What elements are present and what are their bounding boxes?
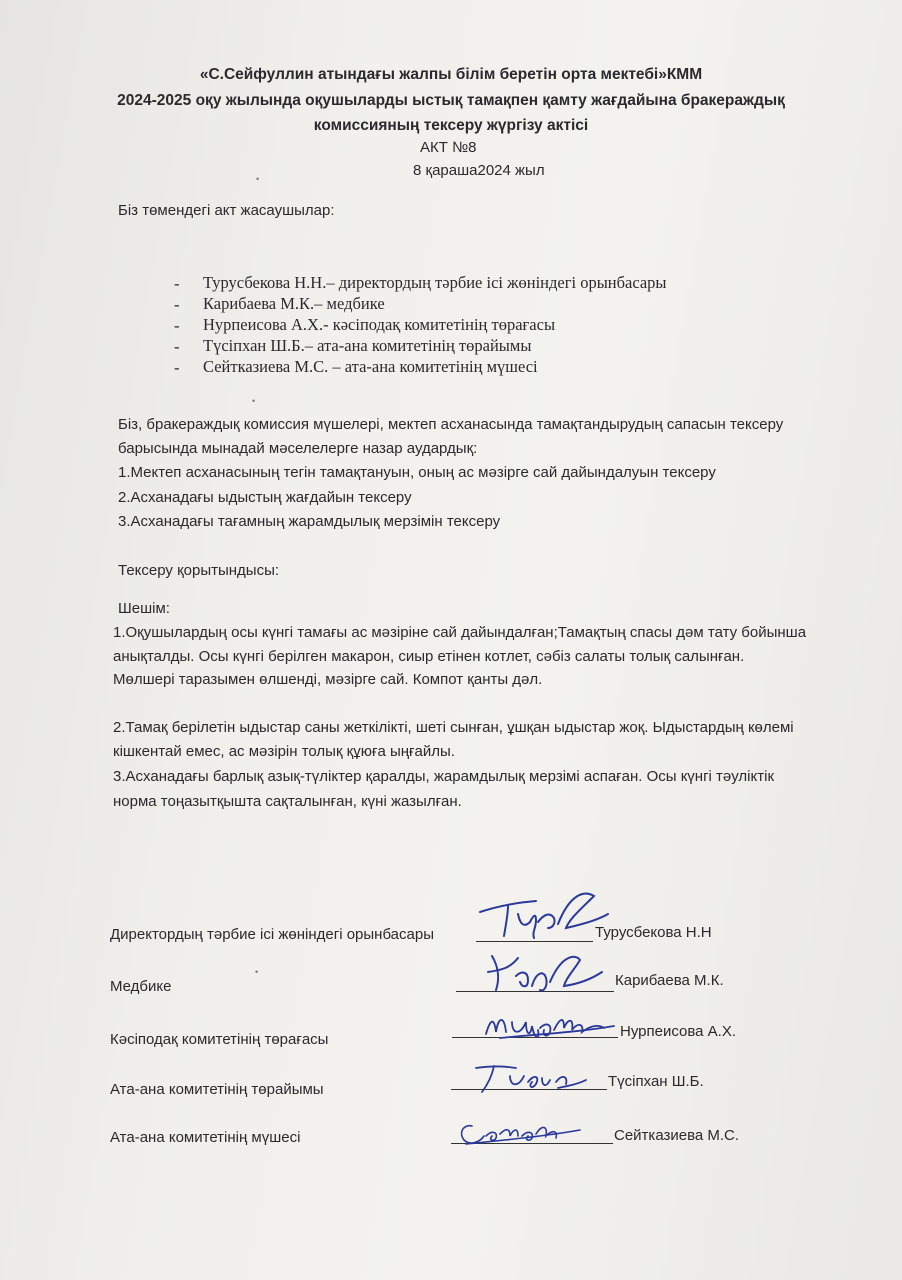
- member-3: Нурпеисова А.Х.- кәсіподақ комитетінің төрағасы: [203, 315, 556, 334]
- school-name: «С.Сейфуллин атындағы жалпы білім беретін орта мектебі»КММ: [199, 66, 703, 83]
- signature-role-5: Ата-ана комитетінің мүшесі: [110, 1129, 301, 1146]
- paper-speck: •: [255, 967, 259, 977]
- signer-name-1: Турусбекова Н.Н: [595, 924, 712, 941]
- list-dash: -: [174, 295, 180, 314]
- act-date: 8 қараша2024 жыл: [413, 162, 545, 179]
- act-subject: 2024-2025 оқу жылында оқушыларды ыстық тамақпен қамту жағдайына бракераждық: [117, 92, 785, 109]
- decision-line-1: 1.Оқушылардың осы күнгі тамағы ас мәзіріне сай дайындалған;Тамақтың спасы дәм тату бойынша: [113, 624, 807, 641]
- decision-line-5: кішкентай емес, ас мәзірін толық құюға ыңғайлы.: [113, 743, 455, 760]
- paper-speck: •: [252, 396, 256, 406]
- handwritten-signature-1: [474, 884, 614, 944]
- signature-role-3: Кәсіподақ комитетінің төрағасы: [110, 1031, 329, 1048]
- signer-name-3: Нурпеисова А.Х.: [620, 1023, 737, 1040]
- list-dash: -: [174, 274, 180, 293]
- signer-name-4: Түсіпхан Ш.Б.: [608, 1073, 704, 1090]
- decision-line-7: норма тоңазытқышта сақталынған, күні жазылған.: [113, 793, 462, 810]
- check-item-3: 3.Асханадағы тағамның жарамдылық мерзімін тексеру: [118, 513, 501, 530]
- act-number: АКТ №8: [420, 139, 477, 156]
- handwritten-signature-4: [470, 1060, 590, 1096]
- member-1: Турусбекова Н.Н.– директордың тәрбие ісі жөніндегі орынбасары: [203, 273, 667, 292]
- decision-title: Шешім:: [118, 600, 170, 617]
- signer-name-2: Карибаева М.К.: [615, 972, 724, 989]
- member-2: Карибаева М.К.– медбике: [203, 294, 385, 313]
- list-dash: -: [174, 337, 180, 356]
- handwritten-signature-2: [478, 946, 608, 996]
- member-5: Сейтказиева М.С. – ата-ана комитетінің мүшесі: [203, 357, 538, 376]
- list-dash: -: [174, 316, 180, 335]
- handwritten-signature-3: [480, 1004, 620, 1048]
- check-item-2: 2.Асханадағы ыдыстың жағдайын тексеру: [118, 489, 412, 506]
- intro-text: Біз төмендегі акт жасаушылар:: [118, 202, 335, 219]
- results-title: Тексеру қорытындысы:: [118, 562, 280, 579]
- decision-line-3: Мөлшері таразымен өлшенді, мәзірге сай. Компот қанты дәл.: [113, 671, 543, 688]
- check-item-1: 1.Мектеп асханасының тегін тамақтануын, оның ас мәзірге сай дайындалуын тексеру: [118, 464, 716, 481]
- signature-role-1: Директордың тәрбие ісі жөніндегі орынбасары: [110, 926, 434, 943]
- handwritten-signature-5: [456, 1114, 586, 1150]
- member-4: Түсіпхан Ш.Б.– ата-ана комитетінің төрайымы: [203, 336, 532, 355]
- signature-role-2: Медбике: [110, 978, 172, 995]
- para1-line1: Біз, бракераждық комиссия мүшелері, мектеп асханасында тамақтандырудың сапасын тексеру: [118, 416, 784, 433]
- list-dash: -: [174, 358, 180, 377]
- decision-line-4: 2.Тамақ берілетін ыдыстар саны жеткілікті, шеті сынған, ұшқан ыдыстар жоқ. Ыдыстардың көлемі: [113, 719, 794, 736]
- act-subject-cont: комиссияның тексеру жүргізу актісі: [313, 117, 589, 134]
- decision-line-6: 3.Асханадағы барлық азық-түліктер қаралды, жарамдылық мерзімі аспаған. Осы күнгі тәуліктік: [113, 768, 775, 785]
- paper-speck: •: [256, 174, 260, 184]
- signature-role-4: Ата-ана комитетінің төрайымы: [110, 1081, 324, 1098]
- para1-line2: барысында мынадай мәселелерге назар аудардық:: [118, 440, 478, 457]
- signer-name-5: Сейтказиева М.С.: [614, 1127, 740, 1144]
- decision-line-2: анықталды. Осы күнгі берілген макарон, сиыр етінен котлет, сәбіз салаты толық салынған.: [113, 648, 745, 665]
